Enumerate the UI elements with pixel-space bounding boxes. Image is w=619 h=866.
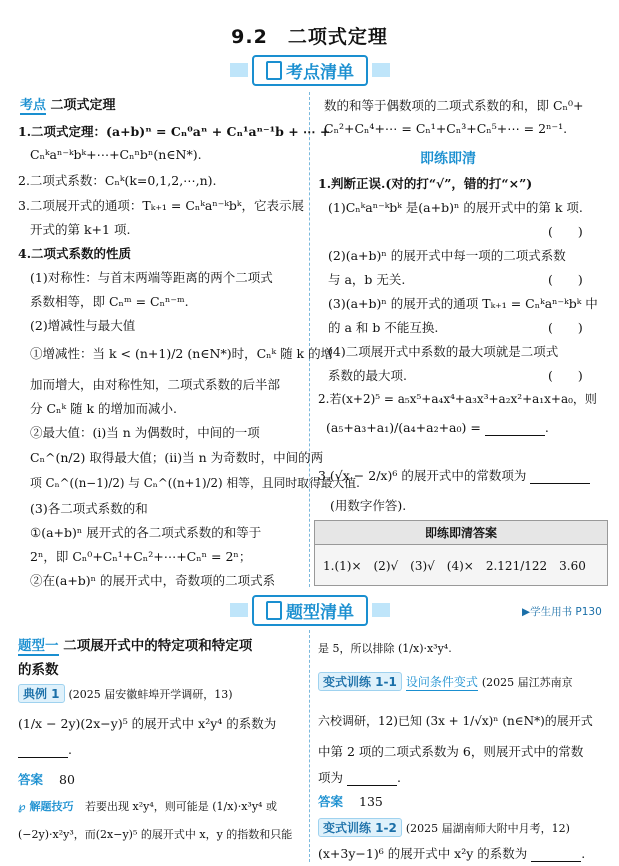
example-question: (1/x − 2y)(2x−y)⁵ 的展开式中 x²y⁴ 的系数为 bbox=[18, 716, 277, 731]
answer-blank bbox=[530, 468, 590, 484]
text-line: (2)增减性与最大值 bbox=[30, 318, 136, 333]
question-1-3-cont: 的 a 和 b 不能互换. bbox=[328, 320, 439, 335]
text-line: Cₙ²+Cₙ⁴+⋯ = Cₙ¹+Cₙ³+Cₙ⁵+⋯ = 2ⁿ⁻¹. bbox=[324, 121, 568, 136]
question-1-4: (4)二项展开式中系数的最大项就是二项式 bbox=[328, 344, 559, 359]
text-line: ②最大值：(ⅰ)当 n 为偶数时，中间的一项 bbox=[30, 425, 260, 440]
question-1-2: (2)(a+b)ⁿ 的展开式中每一项的二项式系数 bbox=[328, 248, 566, 263]
variant-tag: 设问条件变式 bbox=[405, 675, 478, 689]
text-line: 1.二项式定理：(a+b)ⁿ = Cₙ⁰aⁿ + Cₙ¹aⁿ⁻¹b + ⋯ + bbox=[18, 124, 331, 139]
text-line: Cₙᵏaⁿ⁻ᵏbᵏ+⋯+Cₙⁿbⁿ(n∈N*). bbox=[30, 147, 202, 162]
variant-1-1-header bbox=[318, 672, 573, 691]
text-line: Cₙ^(n/2) 取得最大值；(ⅱ)当 n 为奇数时，中间的两 bbox=[30, 450, 324, 465]
question-1-2-cont: 与 a，b 无关. bbox=[328, 272, 406, 287]
answer-value: 135 bbox=[359, 794, 383, 809]
text-line: 开式的第 k+1 项. bbox=[30, 222, 131, 237]
column-divider bbox=[309, 630, 310, 862]
tip-line-2: (−2y)·x²y³，而(2x−y)⁵ 的展开式中 x，y 的指数和只能 bbox=[18, 828, 293, 841]
tip-label-text: 解题技巧 bbox=[29, 800, 74, 813]
banner-decoration-right bbox=[372, 63, 390, 77]
student-book-ref: ▶学生用书 P130 bbox=[522, 606, 602, 618]
text-line: 项 Cₙ^((n−1)/2) 与 Cₙ^((n+1)/2) 相等，且同时取得最大值. bbox=[30, 476, 360, 490]
clipboard-icon bbox=[266, 601, 282, 620]
variant-1-1-text: 项为 . bbox=[318, 770, 401, 785]
answer-label: 答案 bbox=[18, 772, 44, 787]
variant-source: (2025 届江苏南京 bbox=[481, 676, 573, 689]
banner-decoration-left bbox=[230, 603, 248, 617]
answer-label: 答案 bbox=[318, 794, 344, 809]
variant-text: (x+3y−1)⁶ 的展开式中 x²y 的系数为 bbox=[318, 846, 528, 861]
tip-line bbox=[18, 798, 277, 814]
example-label: 典例 1 bbox=[18, 684, 65, 703]
answer-key-heading: 即练即清答案 bbox=[315, 521, 607, 545]
text-line: ①增减性：当 k < (n+1)/2 (n∈N*)时，Cₙᵏ 随 k 的增 bbox=[30, 346, 334, 361]
banner-label: 题型清单 bbox=[286, 602, 354, 623]
answer-blank bbox=[485, 420, 545, 436]
kaodian-title: 二项式定理 bbox=[50, 98, 116, 113]
practice-heading: 即练即清 bbox=[420, 151, 476, 167]
example-answer bbox=[18, 770, 75, 788]
text-line: 2.二项式系数：Cₙᵏ(k=0,1,2,⋯,n). bbox=[18, 173, 217, 188]
question-3 bbox=[318, 466, 590, 484]
question-3-note: (用数字作答). bbox=[330, 498, 407, 513]
variant-text: 项为 bbox=[318, 770, 344, 785]
variant-label: 变式训练 1-2 bbox=[318, 818, 402, 837]
variant-source: (2025 届湖南师大附中月考，12) bbox=[405, 822, 570, 835]
variant-label: 变式训练 1-1 bbox=[318, 672, 402, 691]
fraction-expr: (a₅+a₃+a₁)/(a₄+a₂+a₀) = bbox=[326, 420, 481, 435]
banner-decoration-left bbox=[230, 63, 248, 77]
text-line: ①(a+b)ⁿ 展开式的各二项式系数的和等于 bbox=[30, 525, 262, 540]
answer-paren: ( ) bbox=[548, 224, 583, 239]
answer-value: 80 bbox=[59, 772, 75, 787]
question-2-fraction: (a₅+a₃+a₁)/(a₄+a₂+a₀) = . bbox=[326, 420, 549, 435]
answer-key-body: 1.(1)× (2)√ (3)√ (4)× 2.121/122 3.60 bbox=[323, 559, 586, 573]
answer-blank bbox=[18, 742, 68, 758]
question-1-4-cont: 系数的最大项. bbox=[328, 368, 407, 383]
banner-decoration-right bbox=[372, 603, 390, 617]
banner-label: 考点清单 bbox=[286, 62, 354, 83]
tip-continued: 是 5，所以排除 (1/x)·x³y⁴. bbox=[318, 642, 452, 655]
question-3-text: 3.(√x − 2/x)⁶ 的展开式中的常数项为 bbox=[318, 468, 527, 483]
type-label: 题型一 bbox=[18, 638, 59, 654]
type-title: 二项展开式中的特定项和特定项 bbox=[63, 638, 253, 654]
text-line: 2ⁿ，即 Cₙ⁰+Cₙ¹+Cₙ²+⋯+Cₙⁿ = 2ⁿ； bbox=[30, 549, 252, 564]
question-type-heading bbox=[18, 634, 252, 654]
variant-1-1-text: 中第 2 项的二项式系数为 6，则展开式中的常数 bbox=[318, 744, 584, 759]
page-title: 9.2 二项式定理 bbox=[231, 26, 388, 48]
answer-paren: ( ) bbox=[548, 320, 583, 335]
text-line: 数的和等于偶数项的二项式系数的和，即 Cₙ⁰+ bbox=[324, 98, 584, 113]
answer-blank bbox=[531, 846, 581, 862]
example-header bbox=[18, 684, 233, 703]
question-1: 1.判断正误.(对的打“√”，错的打“×”) bbox=[318, 176, 533, 191]
variant-1-2-text: (x+3y−1)⁶ 的展开式中 x²y 的系数为 . bbox=[318, 846, 586, 861]
kaodian-tag: 考点 bbox=[20, 98, 47, 113]
variant-1-2-header bbox=[318, 818, 570, 837]
question-1-3: (3)(a+b)ⁿ 的展开式的通项 Tₖ₊₁ = Cₙᵏaⁿ⁻ᵏbᵏ 中 bbox=[328, 296, 598, 311]
example-blank: . bbox=[18, 742, 72, 758]
answer-key-box bbox=[314, 520, 608, 586]
clipboard-icon bbox=[266, 61, 282, 80]
column-divider bbox=[309, 92, 310, 587]
text-line: 3.二项展开式的通项：Tₖ₊₁ = Cₙᵏaⁿ⁻ᵏbᵏ，它表示展 bbox=[18, 198, 304, 213]
answer-paren: ( ) bbox=[548, 368, 583, 383]
text-line: 加而增大，由对称性知，二项式系数的后半部 bbox=[30, 377, 281, 392]
variant-1-1-text: 六校调研，12)已知 (3x + 1/√x)ⁿ (n∈N*)的展开式 bbox=[318, 714, 593, 728]
text-line: 4.二项式系数的性质 bbox=[18, 246, 132, 261]
text-line: 系数相等，即 Cₙᵐ = Cₙⁿ⁻ᵐ. bbox=[30, 294, 189, 309]
example-source: (2025 届安徽蚌埠开学调研，13) bbox=[68, 688, 233, 701]
kaodian-heading bbox=[20, 94, 116, 113]
text-line: 分 Cₙᵏ 随 k 的增加而减小. bbox=[30, 401, 177, 416]
section-banner-kaodian bbox=[230, 56, 390, 84]
answer-blank bbox=[347, 770, 397, 786]
text-line: (1)对称性：与首末两端等距离的两个二项式 bbox=[30, 270, 273, 285]
variant-1-1-answer bbox=[318, 792, 383, 810]
tip-text: 若要出现 x²y⁴，则可能是 (1/x)·x³y⁴ 或 bbox=[85, 800, 277, 813]
section-banner-tixing bbox=[230, 596, 390, 624]
question-2: 2.若(x+2)⁵ = a₅x⁵+a₄x⁴+a₃x³+a₂x²+a₁x+a₀，则 bbox=[318, 392, 597, 406]
answer-paren: ( ) bbox=[548, 272, 583, 287]
question-1-1: (1)Cₙᵏaⁿ⁻ᵏbᵏ 是(a+b)ⁿ 的展开式中的第 k 项. bbox=[328, 200, 583, 215]
tip-label: ℘ 解题技巧 bbox=[18, 800, 74, 813]
text-line: ②在(a+b)ⁿ 的展开式中，奇数项的二项式系 bbox=[30, 573, 276, 588]
text-line: (3)各二项式系数的和 bbox=[30, 501, 148, 516]
type-title-cont: 的系数 bbox=[18, 662, 59, 678]
